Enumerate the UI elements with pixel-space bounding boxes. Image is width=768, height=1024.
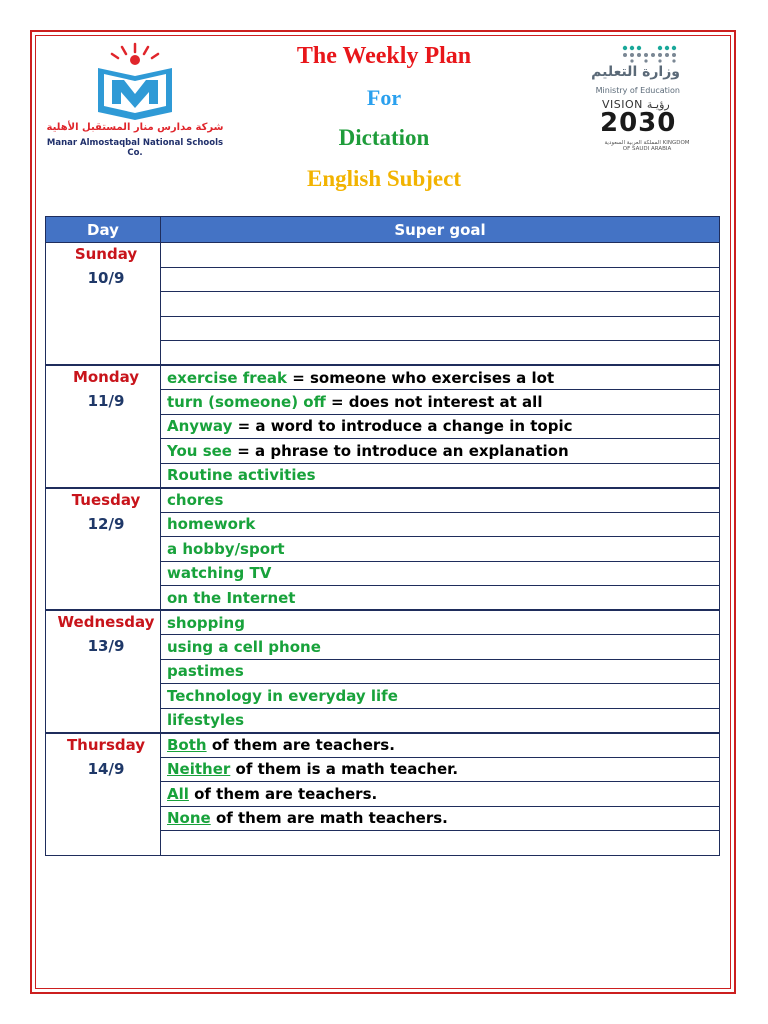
goal-term: lifestyles (167, 711, 245, 729)
super-goal-cell (161, 684, 720, 709)
goal-term: Neither (167, 760, 231, 779)
super-goal-cell (161, 243, 720, 268)
table-row (46, 733, 720, 758)
title-dictation: Dictation (338, 125, 430, 150)
super-goal-cell (161, 439, 720, 464)
ministry-name-english: Ministry of Education (595, 86, 680, 95)
column-header-day: Day (46, 217, 161, 243)
day-date: 12/9 (87, 514, 125, 533)
day-name: Monday (72, 368, 140, 386)
day-cell-wednesday (46, 610, 161, 733)
kingdom-label: المملكة العربية السعودية KINGDOM OF SAUDI ARABIA (604, 140, 690, 152)
goal-term: All (167, 784, 189, 803)
goal-definition: = does not interest at all (325, 392, 543, 411)
goal-term: homework (167, 515, 256, 534)
day-cell-tuesday (46, 488, 161, 611)
super-goal-cell (161, 708, 720, 733)
goal-term: None (167, 809, 211, 828)
day-cell-thursday (46, 733, 161, 856)
day-cell-monday (46, 365, 161, 488)
day-date: 13/9 (87, 637, 125, 655)
goal-term: exercise freak (167, 368, 287, 387)
super-goal-cell (161, 267, 720, 292)
super-goal-cell (161, 512, 720, 537)
super-goal-cell (161, 757, 720, 782)
goal-term: on the Internet (167, 588, 296, 607)
goal-term: Anyway (167, 417, 233, 436)
super-goal-cell (161, 586, 720, 611)
super-goal-cell (161, 365, 720, 390)
day-name: Wednesday (57, 613, 155, 631)
super-goal-cell (161, 782, 720, 807)
day-name: Sunday (74, 245, 138, 263)
day-cell-sunday (46, 243, 161, 366)
goal-term: a hobby/sport (167, 539, 285, 558)
goal-term: pastimes (167, 662, 244, 681)
column-header-super-goal: Super goal (161, 217, 720, 243)
day-name: Thursday (66, 735, 146, 754)
goal-definition: of them are teachers. (206, 736, 395, 754)
super-goal-cell (161, 610, 720, 635)
super-goal-cell (161, 806, 720, 831)
day-name: Tuesday (71, 490, 141, 509)
ministry-name-arabic: وزارة التعليم (591, 64, 680, 80)
vision-label: VISION رؤيـة (602, 98, 670, 111)
goal-definition: = a phrase to introduce an explanation (231, 441, 569, 460)
day-date: 14/9 (87, 759, 125, 778)
school-name-arabic: شركة مدارس منار المستقبل الأهلية (46, 122, 224, 133)
goal-term: Routine activities (167, 466, 316, 484)
table-row (46, 610, 720, 635)
goal-term: watching TV (167, 564, 272, 583)
vision-year: 2030 (600, 108, 677, 138)
super-goal-cell (161, 316, 720, 341)
super-goal-cell (161, 292, 720, 317)
goal-term: turn (someone) off (167, 392, 326, 411)
school-name-english: Manar Almostaqbal National Schools Co. (46, 138, 224, 158)
super-goal-cell (161, 635, 720, 660)
goal-term: using a cell phone (167, 637, 321, 656)
goal-term: You see (167, 441, 232, 460)
table-header-row (46, 217, 720, 243)
day-date: 10/9 (87, 269, 125, 287)
super-goal-cell (161, 561, 720, 586)
goal-term: shopping (167, 613, 245, 632)
super-goal-cell (161, 659, 720, 684)
super-goal-cell (161, 537, 720, 562)
page-title: The Weekly Plan (296, 43, 472, 69)
day-date: 11/9 (87, 392, 125, 410)
super-goal-cell (161, 831, 720, 856)
goal-term: Technology in everyday life (167, 686, 398, 705)
super-goal-cell (161, 733, 720, 758)
table-row (46, 488, 720, 513)
super-goal-cell (161, 341, 720, 366)
super-goal-cell (161, 463, 720, 488)
table-row (46, 365, 720, 390)
goal-term: chores (167, 491, 224, 509)
goal-definition: of them are math teachers. (210, 809, 448, 828)
goal-definition: = a word to introduce a change in topic (232, 417, 573, 436)
super-goal-cell (161, 390, 720, 415)
goal-definition: of them is a math teacher. (230, 760, 459, 779)
title-for: For (366, 85, 402, 110)
super-goal-cell (161, 488, 720, 513)
goal-definition: of them are teachers. (188, 784, 378, 803)
weekly-plan-table (45, 216, 720, 856)
table-row (46, 243, 720, 268)
title-subject: English Subject (306, 166, 461, 191)
goal-definition: = someone who exercises a lot (286, 368, 555, 387)
super-goal-cell (161, 414, 720, 439)
table-body (46, 243, 720, 856)
goal-term: Both (167, 736, 207, 754)
